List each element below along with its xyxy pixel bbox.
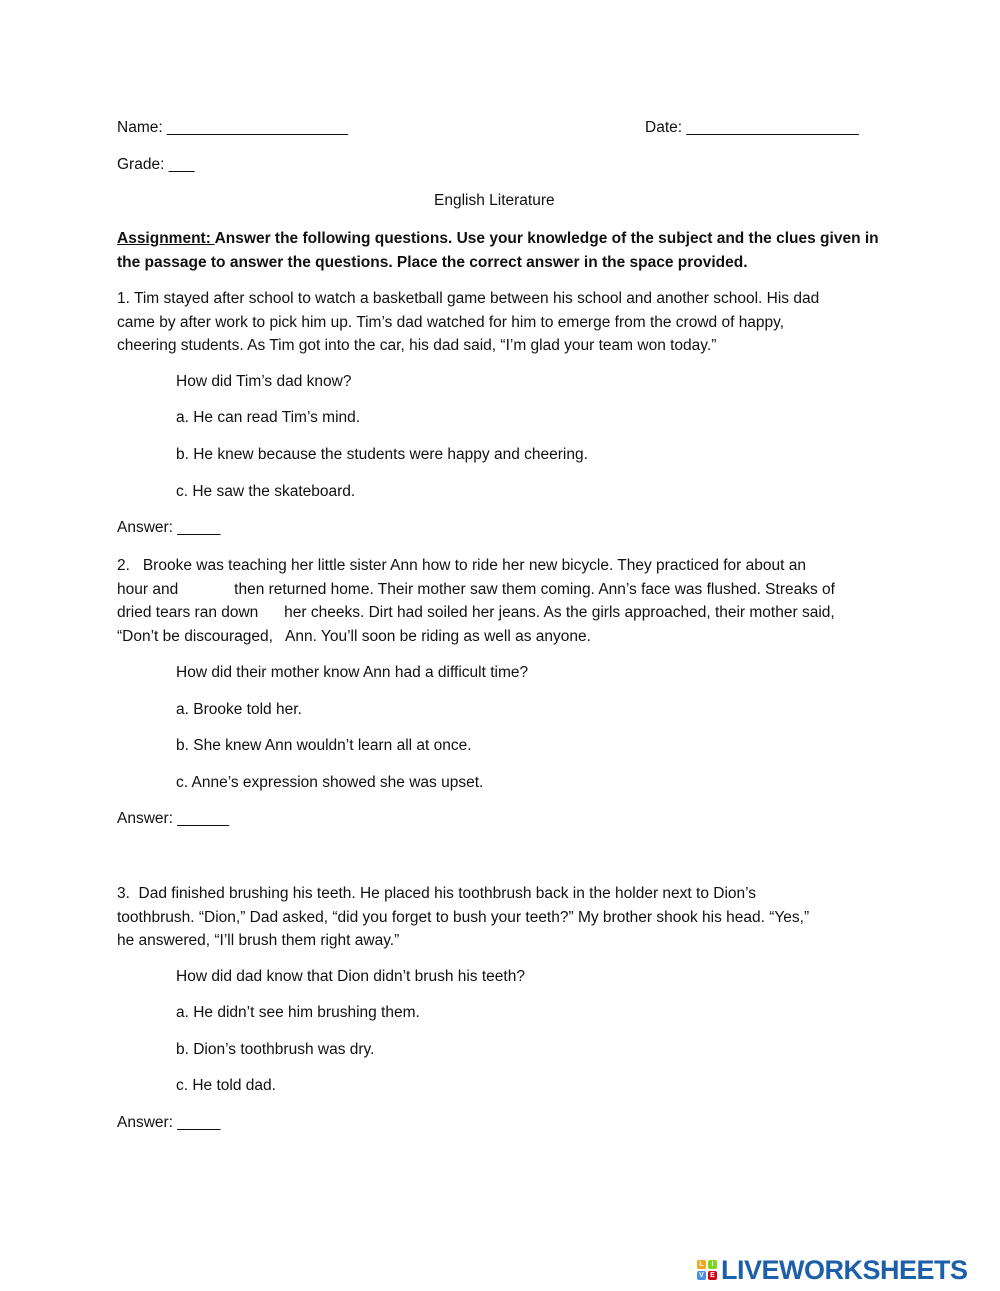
question-2-prompt: How did their mother know Ann had a difficult time? — [176, 664, 529, 681]
question-1-option-a: a. He can read Tim’s mind. — [176, 409, 361, 426]
logo-text: LIVEWORKSHEETS — [721, 1254, 968, 1285]
question-2-option-c: c. Anne’s expression showed she was upset. — [176, 774, 484, 791]
liveworksheets-logo — [697, 1255, 968, 1285]
passage-line: “Don’t be discouraged, Ann. You’ll soon be riding as well as anyone. — [117, 627, 591, 645]
name-field: Name: _____________________ — [117, 119, 348, 136]
passage-line: 2. Brooke was teaching her little sister Ann how to ride her new bicycle. They practiced for about an — [117, 557, 806, 574]
question-3-answer[interactable]: Answer: _____ — [117, 1114, 221, 1131]
passage-line: hour and then returned home. Their mother saw them coming. Ann’s face was flushed. Streaks of — [117, 580, 835, 598]
assignment-label: Assignment: — [117, 230, 215, 247]
question-1-option-b: b. He knew because the students were happy and cheering. — [176, 446, 588, 463]
assignment-instructions — [117, 227, 897, 274]
logo-mark-icon: L I V E — [697, 1260, 717, 1280]
passage-line: he answered, “I’ll brush them right away.” — [117, 932, 400, 949]
question-1-prompt: How did Tim’s dad know? — [176, 373, 352, 390]
passage-line: dried tears ran down her cheeks. Dirt had soiled her jeans. As the girls approached, their mother said, — [117, 604, 835, 621]
question-2-option-a: a. Brooke told her. — [176, 701, 302, 718]
date-field: Date: ____________________ — [645, 119, 859, 136]
question-2-passage — [117, 554, 897, 648]
question-1-passage — [117, 287, 897, 358]
question-1-answer[interactable]: Answer: _____ — [117, 519, 221, 536]
question-3-passage — [117, 882, 897, 953]
passage-line: came by after work to pick him up. Tim’s dad watched for him to emerge from the crowd of happy, — [117, 313, 785, 331]
assignment-text: Answer the following questions. Use your knowledge of the subject and the clues given in the passage to answer the questions. Place the correct answer in the space provided. — [117, 230, 879, 271]
grade-field: Grade: ___ — [117, 156, 195, 173]
passage-line: toothbrush. “Dion,” Dad asked, “did you forget to bush your teeth?” My brother shook his head. “Yes,” — [117, 908, 810, 926]
passage-line: cheering students. As Tim got into the car, his dad said, “I’m glad your team won today.” — [117, 337, 717, 354]
question-2-option-b: b. She knew Ann wouldn’t learn all at once. — [176, 737, 472, 754]
passage-line: 3. Dad finished brushing his teeth. He placed his toothbrush back in the holder next to Dion’s — [117, 885, 757, 902]
question-2-answer[interactable]: Answer: ______ — [117, 810, 230, 827]
question-3-option-a: a. He didn’t see him brushing them. — [176, 1004, 420, 1021]
question-1-option-c: c. He saw the skateboard. — [176, 483, 356, 500]
question-3-option-c: c. He told dad. — [176, 1077, 276, 1094]
question-3-prompt: How did dad know that Dion didn’t brush his teeth? — [176, 968, 525, 985]
passage-line: 1. Tim stayed after school to watch a basketball game between his school and another school. His dad — [117, 290, 820, 307]
question-3-option-b: b. Dion’s toothbrush was dry. — [176, 1041, 375, 1058]
page-title: English Literature — [434, 192, 555, 209]
